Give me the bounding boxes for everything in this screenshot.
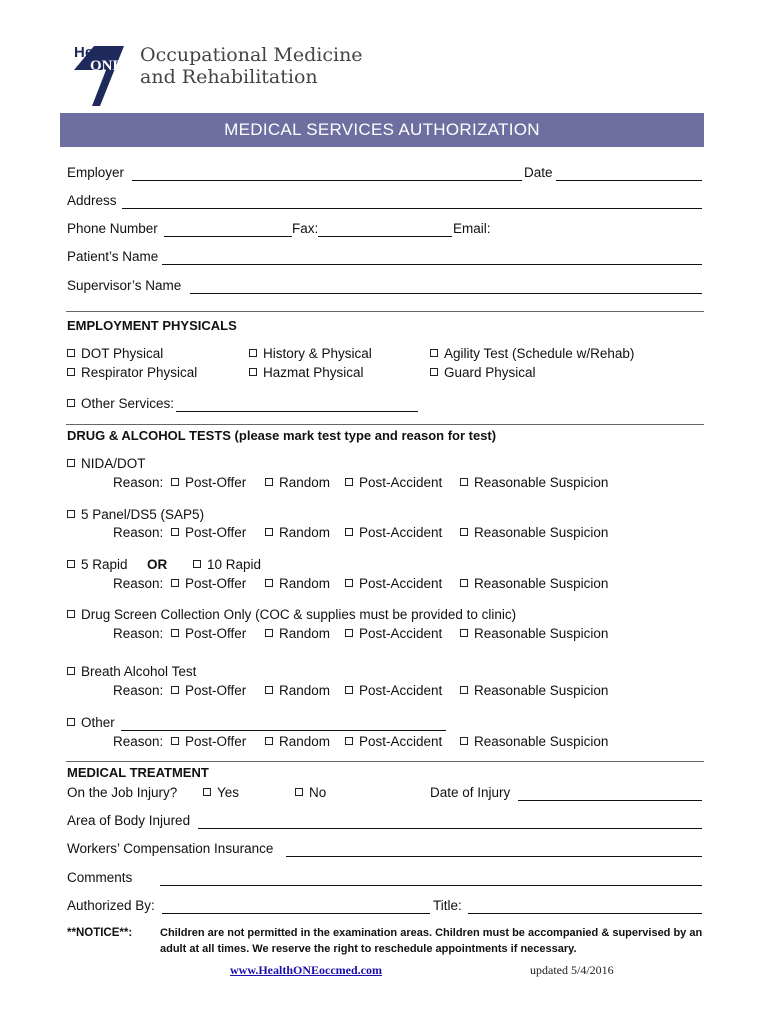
checkbox-5-rapid[interactable]: 5 Rapid	[67, 557, 128, 572]
checkbox-icon	[460, 528, 468, 536]
reason-post-accident[interactable]: Post-Accident	[345, 576, 442, 591]
date-label: Date	[524, 165, 553, 180]
title-banner	[60, 113, 704, 147]
reason-post-accident[interactable]: Post-Accident	[345, 734, 442, 749]
reason-reasonable-suspicion[interactable]: Reasonable Suspicion	[460, 576, 608, 591]
checkbox-other-test[interactable]: Other	[67, 715, 115, 730]
updated-date: updated 5/4/2016	[530, 963, 614, 977]
on-job-injury-label: On the Job Injury?	[67, 785, 178, 800]
checkbox-icon	[265, 528, 273, 536]
checkbox-icon	[249, 368, 257, 376]
checkbox-icon	[265, 629, 273, 637]
checkbox-icon	[67, 610, 75, 618]
checkbox-icon	[345, 478, 353, 486]
checkbox-icon	[67, 718, 75, 726]
reason-post-offer[interactable]: Post-Offer	[171, 683, 246, 698]
reason-label: Reason:	[113, 734, 164, 749]
reason-row	[113, 475, 163, 490]
reason-random[interactable]: Random	[265, 626, 330, 641]
checkbox-icon	[265, 478, 273, 486]
checkbox-injury-yes[interactable]: Yes	[203, 785, 239, 800]
workers-comp-label: Workers’ Compensation Insurance	[67, 841, 274, 856]
address-label: Address	[67, 193, 117, 208]
fax-label: Fax:	[292, 221, 319, 236]
checkbox-icon	[67, 560, 75, 568]
divider	[66, 761, 704, 762]
checkbox-agility-test[interactable]: Agility Test (Schedule w/Rehab)	[430, 346, 634, 361]
checkbox-respirator-physical[interactable]: Respirator Physical	[67, 365, 197, 380]
supervisor-name-field[interactable]	[190, 293, 702, 294]
checkbox-icon	[67, 349, 75, 357]
checkbox-icon	[345, 686, 353, 694]
reason-label: Reason:	[113, 683, 164, 698]
comments-field[interactable]	[160, 885, 702, 886]
checkbox-icon	[171, 686, 179, 694]
reason-reasonable-suspicion[interactable]: Reasonable Suspicion	[460, 734, 608, 749]
authorized-by-field[interactable]	[162, 913, 430, 914]
checkbox-icon	[265, 686, 273, 694]
checkbox-icon	[430, 349, 438, 357]
reason-reasonable-suspicion[interactable]: Reasonable Suspicion	[460, 475, 608, 490]
logo-brand-health: Health	[74, 44, 120, 61]
reason-post-offer[interactable]: Post-Offer	[171, 475, 246, 490]
checkbox-icon	[345, 579, 353, 587]
reason-random[interactable]: Random	[265, 683, 330, 698]
reason-random[interactable]: Random	[265, 576, 330, 591]
logo-brand-one: ONE	[90, 58, 123, 74]
notice-label: **NOTICE**:	[67, 927, 133, 939]
checkbox-icon	[203, 788, 211, 796]
logo-org-line2: and Rehabilitation	[140, 66, 318, 88]
date-of-injury-label: Date of Injury	[430, 785, 511, 800]
checkbox-icon	[460, 737, 468, 745]
page-title: MEDICAL SERVICES AUTHORIZATION	[224, 120, 540, 139]
notice-text-line1: Children are not permitted in the examination areas. Children must be accompanied & supervised by an	[160, 927, 703, 939]
phone-label: Phone Number	[67, 221, 158, 236]
checkbox-icon	[265, 737, 273, 745]
date-of-injury-field[interactable]	[518, 800, 702, 801]
checkbox-icon	[171, 629, 179, 637]
checkbox-icon	[67, 368, 75, 376]
checkbox-icon	[345, 737, 353, 745]
checkbox-icon	[67, 459, 75, 467]
employer-label: Employer	[67, 165, 125, 180]
checkbox-icon	[249, 349, 257, 357]
checkbox-icon	[171, 579, 179, 587]
drug-heading: DRUG & ALCOHOL TESTS (please mark test type and reason for test)	[67, 428, 497, 443]
reason-post-accident[interactable]: Post-Accident	[345, 475, 442, 490]
divider	[66, 311, 704, 312]
reason-label: Reason:	[113, 626, 164, 641]
checkbox-history-physical[interactable]: History & Physical	[249, 346, 372, 361]
body-area-field[interactable]	[198, 828, 702, 829]
reason-reasonable-suspicion[interactable]: Reasonable Suspicion	[460, 626, 608, 641]
reason-random[interactable]: Random	[265, 475, 330, 490]
date-field[interactable]	[556, 180, 702, 181]
checkbox-icon	[345, 528, 353, 536]
authorized-by-label: Authorized By:	[67, 898, 155, 913]
title-label: Title:	[433, 898, 462, 913]
checkbox-icon	[460, 579, 468, 587]
reason-post-accident[interactable]: Post-Accident	[345, 626, 442, 641]
checkbox-icon	[67, 667, 75, 675]
checkbox-injury-no[interactable]: No	[295, 785, 326, 800]
checkbox-icon	[345, 629, 353, 637]
body-area-label: Area of Body Injured	[67, 813, 191, 828]
supervisor-name-label: Supervisor’s Name	[67, 278, 182, 293]
website-link[interactable]: www.HealthONEoccmed.com	[230, 963, 382, 977]
reason-random[interactable]: Random	[265, 734, 330, 749]
reason-post-offer[interactable]: Post-Offer	[171, 525, 246, 540]
fax-field[interactable]	[318, 236, 452, 237]
checkbox-icon	[295, 788, 303, 796]
email-label: Email:	[453, 221, 491, 236]
checkbox-10-rapid[interactable]: 10 Rapid	[193, 557, 261, 572]
reason-post-offer[interactable]: Post-Offer	[171, 734, 246, 749]
checkbox-icon	[171, 528, 179, 536]
workers-comp-field[interactable]	[286, 856, 702, 857]
reason-post-offer[interactable]: Post-Offer	[171, 626, 246, 641]
checkbox-icon	[460, 629, 468, 637]
checkbox-5-panel[interactable]: 5 Panel/DS5 (SAP5)	[67, 507, 204, 522]
title-field[interactable]	[468, 913, 702, 914]
reason-reasonable-suspicion[interactable]: Reasonable Suspicion	[460, 525, 608, 540]
checkbox-icon	[171, 737, 179, 745]
checkbox-breath-alcohol[interactable]: Breath Alcohol Test	[67, 664, 196, 679]
checkbox-icon	[430, 368, 438, 376]
checkbox-drug-screen-collection[interactable]: Drug Screen Collection Only (COC & supplies must be provided to clinic)	[67, 607, 516, 622]
patient-name-field[interactable]	[162, 264, 702, 265]
checkbox-other-services[interactable]: Other Services:	[67, 396, 174, 411]
other-test-field[interactable]	[121, 730, 446, 731]
reason-reasonable-suspicion[interactable]: Reasonable Suspicion	[460, 683, 608, 698]
checkbox-icon	[265, 579, 273, 587]
address-field[interactable]	[122, 208, 702, 209]
reason-label: Reason:	[113, 525, 164, 540]
reason-post-accident[interactable]: Post-Accident	[345, 525, 442, 540]
other-services-field[interactable]	[176, 411, 418, 412]
checkbox-nida-dot[interactable]: NIDA/DOT	[67, 456, 146, 471]
checkbox-icon	[460, 478, 468, 486]
patient-name-label: Patient’s Name	[67, 249, 159, 264]
checkbox-icon	[67, 510, 75, 518]
checkbox-icon	[193, 560, 201, 568]
phone-field[interactable]	[164, 236, 292, 237]
treatment-heading: MEDICAL TREATMENT	[67, 765, 209, 780]
checkbox-icon	[67, 399, 75, 407]
reason-random[interactable]: Random	[265, 525, 330, 540]
divider	[66, 424, 704, 425]
checkbox-dot-physical[interactable]: DOT Physical	[67, 346, 163, 361]
logo-org-line1: Occupational Medicine	[140, 44, 363, 66]
comments-label: Comments	[67, 870, 133, 885]
checkbox-hazmat-physical[interactable]: Hazmat Physical	[249, 365, 364, 380]
checkbox-icon	[171, 478, 179, 486]
reason-post-accident[interactable]: Post-Accident	[345, 683, 442, 698]
notice-text-line2: adult at all times. We reserve the right to reschedule appointments if necessary.	[160, 943, 577, 955]
employer-field[interactable]	[132, 180, 522, 181]
reason-label: Reason:	[113, 475, 164, 490]
reason-post-offer[interactable]: Post-Offer	[171, 576, 246, 591]
or-label: OR	[147, 557, 168, 572]
reason-label: Reason:	[113, 576, 164, 591]
checkbox-icon	[460, 686, 468, 694]
physicals-heading: EMPLOYMENT PHYSICALS	[67, 318, 237, 333]
checkbox-guard-physical[interactable]: Guard Physical	[430, 365, 536, 380]
